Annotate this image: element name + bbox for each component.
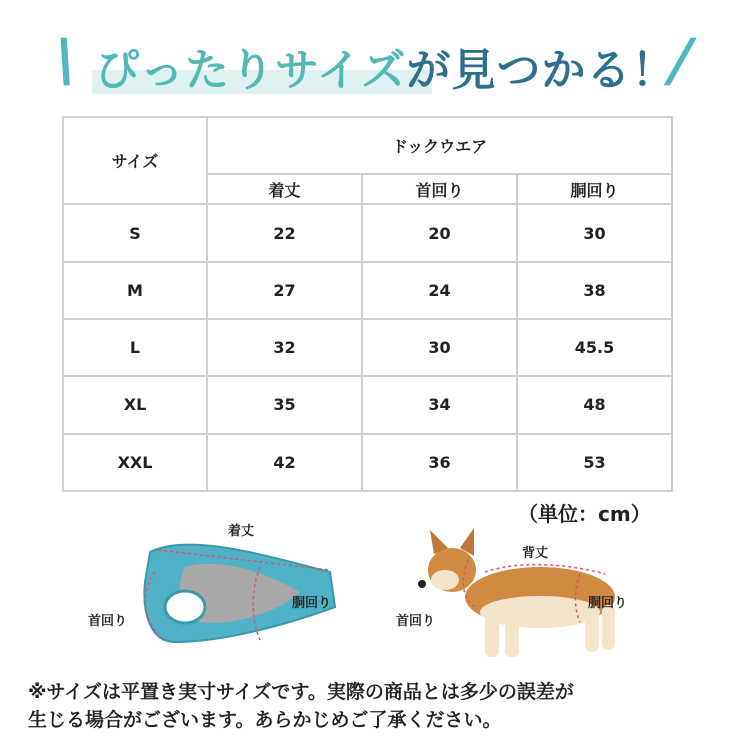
value-cell: 53 — [517, 434, 672, 491]
column-header-length: 着丈 — [207, 174, 362, 204]
vest-body-label: 胴回り — [292, 596, 332, 611]
vest-neck-label: 首回り — [88, 614, 128, 629]
group-header: ドックウエア — [207, 117, 672, 174]
table-row — [63, 204, 672, 261]
size-cell: XXL — [63, 434, 207, 491]
size-cell: S — [63, 204, 207, 261]
dog-back-label: 背丈 — [522, 546, 549, 561]
value-cell: 36 — [362, 434, 517, 491]
table-row — [63, 376, 672, 433]
size-cell: XL — [63, 376, 207, 433]
value-cell: 38 — [517, 262, 672, 319]
size-cell: M — [63, 262, 207, 319]
table-row — [63, 319, 672, 376]
value-cell: 45.5 — [517, 319, 672, 376]
value-cell: 34 — [362, 376, 517, 433]
size-table — [62, 116, 673, 492]
headline-part1: ぴったりサイズ — [95, 45, 407, 96]
value-cell: 30 — [517, 204, 672, 261]
vest-length-label: 着丈 — [228, 524, 255, 539]
dog-neck-label: 首回り — [396, 614, 436, 629]
vest-diagram — [80, 512, 360, 662]
headline-part2: が見つかる！ — [406, 45, 677, 96]
disclaimer-line-1: ※サイズは平置き実寸サイズです。実際の商品とは多少の誤差が — [28, 681, 574, 703]
value-cell: 27 — [207, 262, 362, 319]
table-row — [63, 434, 672, 491]
value-cell: 32 — [207, 319, 362, 376]
headline-text — [95, 34, 676, 98]
vest-illustration — [80, 512, 360, 662]
value-cell: 42 — [207, 434, 362, 491]
disclaimer-note — [28, 678, 574, 734]
headline — [0, 22, 750, 102]
dog-diagram — [390, 512, 650, 672]
dog-body-label: 胴回り — [588, 596, 628, 611]
column-header-body: 胴回り — [517, 174, 672, 204]
slash-decoration-left: \ — [46, 26, 85, 94]
size-column-header: サイズ — [63, 117, 207, 204]
value-cell: 22 — [207, 204, 362, 261]
size-cell: L — [63, 319, 207, 376]
table-header-row — [63, 117, 672, 174]
unit-label: （単位：cm） — [518, 502, 651, 526]
table-row — [63, 262, 672, 319]
column-header-neck: 首回り — [362, 174, 517, 204]
value-cell: 30 — [362, 319, 517, 376]
value-cell: 20 — [362, 204, 517, 261]
value-cell: 24 — [362, 262, 517, 319]
value-cell: 48 — [517, 376, 672, 433]
value-cell: 35 — [207, 376, 362, 433]
disclaimer-line-2: 生じる場合がございます。あらかじめご了承ください。 — [28, 709, 502, 731]
slash-decoration-right: / — [661, 26, 700, 94]
